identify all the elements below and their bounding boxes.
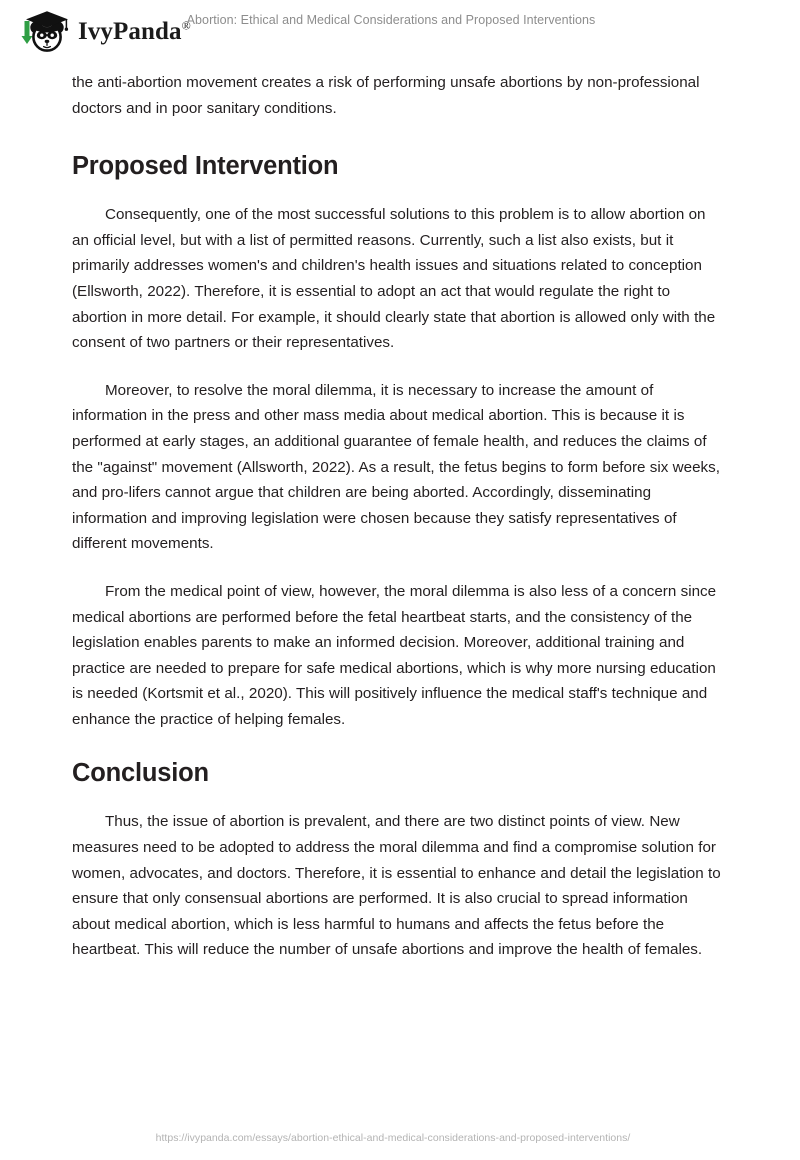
paragraph-conclusion-1: Thus, the issue of abortion is prevalent, and there are two distinct points of view. New measures need to be adopted to address the moral dilemma and find a compromise solution for women, advocates, and doctors. Therefore, it is essential to enhance and detail the legislation to ensure that only consensual abortions are performed. It is also crucial to spread information about medical abortion, which is less harmful to humans and affects the fetus before the heartbeat. This will reduce the number of unsafe abortions and improve the health of females. (72, 813, 721, 959)
paragraph-proposed-intervention-1: Consequently, one of the most successful solutions to this problem is to allow abortion on an official level, but with a list of permitted reasons. Currently, such a list also exists, but it primarily addresses women's and children's health issues and situations related to conception (Ellsworth, 2022). Therefore, it is essential to adopt an act that would regulate the right to abortion in more detail. For example, it should clearly state that abortion is allowed only with the consent of two partners or their representatives. (72, 206, 716, 352)
page-footer (0, 1128, 800, 1146)
footer-source-url[interactable]: https://ivypanda.com/essays/abortion-ethical-and-medical-considerations-and-proposed-interventions/ (155, 1132, 631, 1144)
brand-name-text: IvyPanda (78, 17, 182, 45)
section-heading-conclusion: Conclusion (72, 759, 209, 788)
document-content (72, 70, 723, 963)
document-header-title: Abortion: Ethical and Medical Considerations and Proposed Interventions (186, 13, 596, 27)
paragraph-proposed-intervention-3: From the medical point of view, however, the moral dilemma is also less of a concern since medical abortions are performed before the fetal heartbeat starts, and the consistency of the legislation enables parents to make an informed decision. Moreover, additional training and practice are needed to prepare for safe medical abortions, which is why more nursing education is needed (Kortsmit et al., 2020). This will positively influence the medical staff's technique and enhance the practice of helping females. (72, 582, 717, 728)
continued-paragraph: the anti-abortion movement creates a risk of performing unsafe abortions by non-professional doctors and in poor sanitary conditions. (72, 74, 700, 117)
page-header (0, 0, 800, 60)
paragraph-proposed-intervention-2: Moreover, to resolve the moral dilemma, it is necessary to increase the amount of information in the press and other mass media about medical abortion. This is because it is performed at early stages, an additional guarantee of female health, and reduces the claims of the "against" movement (Allsworth, 2022). As a result, the fetus begins to form before six weeks, and pro-lifers cannot argue that children are being aborted. Accordingly, disseminating information and improving legislation were chosen because they satisfy representatives of different movements. (72, 381, 720, 553)
registered-trademark-symbol: ® (181, 18, 191, 33)
section-heading-proposed-intervention: Proposed Intervention (72, 152, 339, 181)
